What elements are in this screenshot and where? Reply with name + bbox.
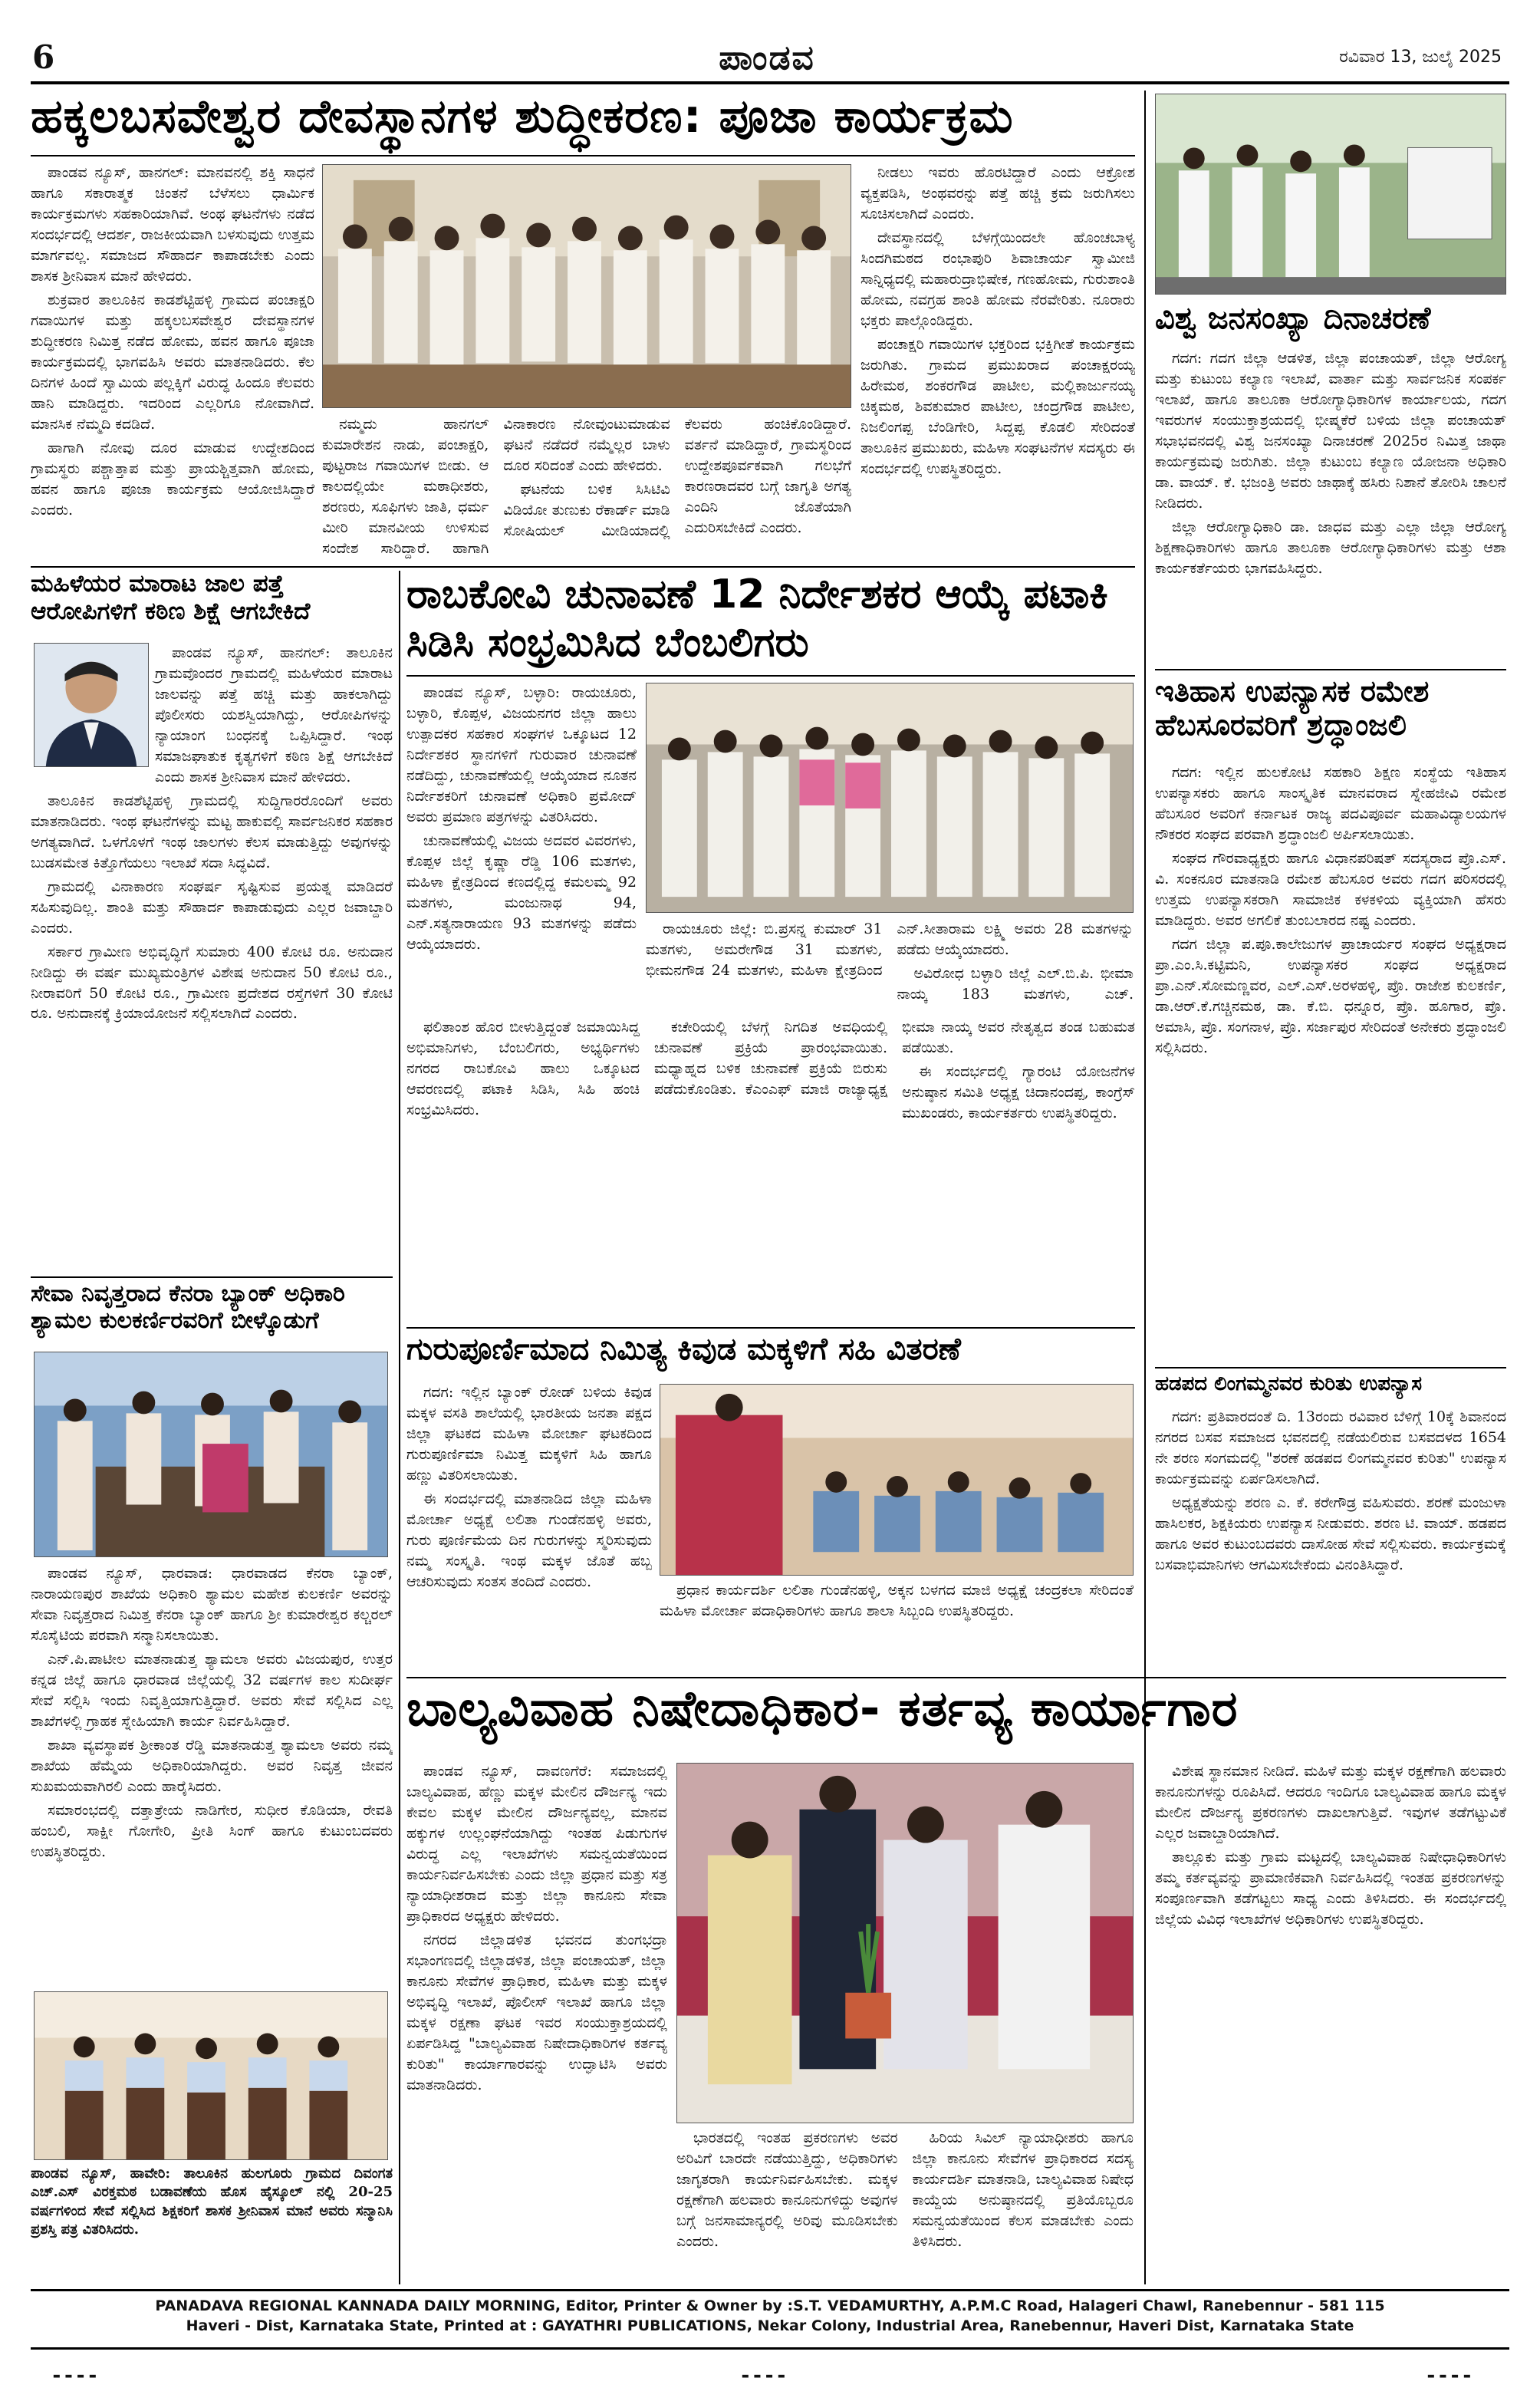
hadapada-paragraph: ಗದಗ: ಪ್ರತಿವಾರದಂತೆ ದಿ. 13ರಂದು ರವಿವಾರ ಬೆಳಿಗ್ಗೆ 10ಕ್ಕೆ ಶಿವಾನಂದ ನಗರದ ಬಸವ ಸಮಾಜದ ಭವನದಲ್ಲಿ ನಡೆಯಲಿರುವ ಬಸವದಳದ 1654 ನೇ ಶರಣ ಸಂಗಮದಲ್ಲಿ "ಶರಣೆ ಹಡಪದ ಲಿಂಗಮ್ಮನವರ ಕುರಿತು" ಉಪನ್ಯಾಸ ಕಾರ್ಯಕ್ರಮವನ್ನು ಏರ್ಪಡಿಸಲಾಗಿದೆ. (1155, 1408, 1506, 1487)
hadapada-paragraph: ಅಧ್ಯಕ್ಷತೆಯನ್ನು ಶರಣ ಎ. ಕೆ. ಕರೇಗೌಡ್ರ ವಹಿಸುವರು. ಶರಣೆ ಮಂಜುಳಾ ಹಾಸಿಲಕರ, ಶಿಕ್ಷಕಿಯರು ಉಪನ್ಯಾಸ ನೀಡುವರು. ಶರಣ ಟಿ. ವಾಯ್. ಹಡಪದ ಹಾಗೂ ಅವರ ಕುಟುಂಬದವರು ದಾಸೋಹ ಸೇವೆ ಸಲ್ಲಿಸುವರು. ಕಾರ್ಯಕ್ರಮಕ್ಕೆ ಬಸವಾಭಿಮಾನಿಗಳು ಆಗಮಿಸಬೇಕೆಂದು ವಿನಂತಿಸಿದ್ದಾರೆ. (1155, 1494, 1506, 1573)
population-day-body (1155, 348, 1506, 663)
tribute-body (1155, 762, 1506, 1361)
rbkovi-col-3 (406, 1017, 1135, 1322)
temple-ceremony-photo (322, 164, 851, 408)
imprint-line-2: Haveri - Dist, Karnataka State, Printed at : GAYATHRI PUBLICATIONS, Nekar Colony, Industrial Area, Ranebennur, Haveri Dist, Karnataka State (186, 2317, 1354, 2334)
gurupurnima-paragraph: ಪ್ರಧಾನ ಕಾರ್ಯದರ್ಶಿ ಲಲಿತಾ ಗುಂಡೆನಹಳ್ಳಿ, ಅಕ್ಕನ ಬಳಗದ ಮಾಜಿ ಅಧ್ಯಕ್ಷೆ ಚಂದ್ರಕಲಾ ಸೇರಿದಂತೆ ಮಹಿಳಾ ಮೋರ್ಚಾ ಪದಾಧಿಕಾರಿಗಳು ಹಾಗೂ ಶಾಲಾ ಸಿಬ್ಬಂದಿ ಉಪಸ್ಥಿತರಿದ್ದರು. (660, 1582, 1134, 1619)
trafficking-paragraph: ಸರ್ಕಾರ ಗ್ರಾಮೀಣ ಅಭಿವೃದ್ಧಿಗೆ ಸುಮಾರು 400 ಕೋಟಿ ರೂ. ಅನುದಾನ ನೀಡಿದ್ದು ಈ ವರ್ಷ ಮುಖ್ಯಮಂತ್ರಿಗಳ ವಿಶೇಷ ಅನುದಾನ 50 ಕೋಟಿ ರೂ., ನೀರಾವರಿಗೆ 50 ಕೋಟಿ ರೂ., ಗ್ರಾಮೀಣ ಪ್ರದೇಶದ ರಸ್ತೆಗಳಿಗೆ 30 ಕೋಟಿ ರೂ. ಅನುದಾನಕ್ಕೆ ಕ್ರಿಯಾಯೋಜನೆ ಸಲ್ಲಿಸಲಾಗಿದೆ ಎಂದರು. (31, 943, 393, 1023)
tribute-headline: ಇತಿಹಾಸ ಉಪನ್ಯಾಸಕ ರಮೇಶ ಹೆಬಸೂರವರಿಗೆ ಶ್ರದ್ಧಾಂಜಲಿ (1155, 674, 1430, 742)
rbkovi-paragraph: ಅವಿರೋಧ ಬಳ್ಳಾರಿ ಜಿಲ್ಲೆ ಎಲ್.ಬಿ.ಪಿ. ಭೀಮಾ ನಾಯ್ಕ 183 ಮತಗಳು, ಎಚ್. (897, 964, 1134, 1003)
canara-bank-paragraph: ಪಾಂಡವ ನ್ಯೂಸ್, ಧಾರವಾಡ: ಧಾರವಾಡದ ಕೆನರಾ ಬ್ಯಾಂಕ್, ನಾರಾಯಣಪುರ ಶಾಖೆಯ ಅಧಿಕಾರಿ ಶ್ಯಾಮಲ ಮಹೇಶ ಕುಲಕರ್ಣಿ ಅವರನ್ನು ಸೇವಾ ನಿವೃತ್ತರಾದ ನಿಮಿತ್ತ ಕೆನರಾ ಬ್ಯಾಂಕ್ ಹಾಗೂ ಶ್ರೀ ಕುಮಾರೇಶ್ವರ ಕಲ್ಚರಲ್ ಸೊಸೈಟಿಯ ಪರವಾಗಿ ಸನ್ಮಾನಿಸಲಾಯಿತು. (31, 1565, 393, 1644)
rbkovi-col-1 (406, 683, 637, 1013)
population-day-headline-box (1155, 301, 1506, 344)
lead-story-col-1 (31, 163, 314, 562)
lead-story-col-3 (860, 163, 1135, 562)
trafficking-headline: ಮಹಿಳೆಯರ ಮಾರಾಟ ಜಾಲ ಪತ್ತೆ ಆರೋಪಿಗಳಿಗೆ ಕಠಿಣ ಶಿಕ್ಷೆ ಆಗಬೇಕಿದೆ (31, 570, 311, 625)
lead-paragraph: ಪಂಚಾಕ್ಷರಿ ಗವಾಯಿಗಳ ಭಕ್ತರಿಂದ ಭಕ್ತಿಗೀತೆ ಕಾರ್ಯಕ್ರಮ ಜರುಗಿತು. ಗ್ರಾಮದ ಪ್ರಮುಖರಾದ ಪಂಚಾಕ್ಷರಯ್ಯ ಹಿರೇಮಠ, ಶಂಕರಗೌಡ ಪಾಟೀಲ, ಮಲ್ಲಿಕಾರ್ಜುನಯ್ಯ ಚಿಕ್ಕಮಠ, ಶಿವಕುಮಾರ ಪಾಟೀಲ, ಚಂದ್ರಗೌಡ ಪಾಟೀಲ, ನಿಜಲಿಂಗಪ್ಪ ಬೆಂಡಿಗೇರಿ, ಸಿದ್ದಪ್ಪ ಕೊಡಲಿ ಸೇರಿದಂತೆ ತಾಲೂಕಿನ ಪ್ರಮುಖರು, ಮಹಿಳಾ ಸಂಘಟನೆಗಳ ಸದಸ್ಯರು ಈ ಸಂದರ್ಭದಲ್ಲಿ ಉಪಸ್ಥಿತರಿದ್ದರು. (860, 335, 1135, 477)
lead-paragraph: ನೀಡಲು ಇವರು ಹೊರಟಿದ್ದಾರೆ ಎಂದು ಆಕ್ರೋಶ ವ್ಯಕ್ತಪಡಿಸಿ, ಅಂಥವರನ್ನು ಪತ್ತೆ ಹಚ್ಚಿ ಕ್ರಮ ಜರುಗಿಸಲು ಸೂಚಿಸಲಾಗಿದೆ ಎಂದರು. (860, 164, 1135, 222)
tribute-paragraph: ಸಂಘದ ಗೌರವಾಧ್ಯಕ್ಷರು ಹಾಗೂ ವಿಧಾನಪರಿಷತ್ ಸದಸ್ಯರಾದ ಪ್ರೊ.ಎಸ್. ವಿ. ಸಂಕನೂರ ಮಾತನಾಡಿ ರಮೇಶ ಹೆಬಸೂರ ಅವರು ಗದಗ ಪರಿಸರದಲ್ಲಿ ಉತ್ತಮ ಉಪನ್ಯಾಸಕರಾಗಿ ಸಾಮಾಜಿಕ ಕಳಕಳಿಯ ವ್ಯಕ್ತಿಯಾಗಿ ಹೆಸರು ಮಾಡಿದ್ದರು. ಅವರ ಅಗಲಿಕೆ ತುಂಬಲಾರದ ನಷ್ಟ ಎಂದರು. (1155, 849, 1506, 929)
lead-paragraph: ಪಾಂಡವ ನ್ಯೂಸ್, ಹಾನಗಲ್: ಮಾನವನಲ್ಲಿ ಶಕ್ತಿ ಸಾಧನೆ ಹಾಗೂ ಸಕಾರಾತ್ಮಕ ಚಿಂತನೆ ಬೆಳೆಸಲು ಧಾರ್ಮಿಕ ಕಾರ್ಯಕ್ರಮಗಳು ಸಹಕಾರಿಯಾಗಿವೆ. ಅಂಥ ಘಟನೆಗಳು ನಡೆದ ಸಂದರ್ಭದಲ್ಲಿ ಆದರ್ಶ, ರಾಜಕೀಯವಾಗಿ ಬಳಸುವುದು ಉತ್ತಮ ಮಾರ್ಗವಲ್ಲ. ಸಮಾಜದ ಸೌಹಾರ್ದ ಕಾಪಾಡಬೇಕು ಎಂದು ಶಾಸಕ ಶ್ರೀನಿವಾಸ ಮಾನೆ ಹೇಳಿದರು. (31, 164, 314, 285)
rbkovi-paragraph: ರಾಯಚೂರು ಜಿಲ್ಲೆ: ಬಿ.ಪ್ರಸನ್ನ ಕುಮಾರ್ 31 ಮತಗಳು, ಅಮರೇಗೌಡ 31 ಮತಗಳು, ಭೀಮನಗೌಡ 24 ಮತಗಳು, ಮಹಿಳಾ ಕ್ಷೇತ್ರದಿಂದ ಎನ್.ಸೀತಾರಾಮ ಲಕ್ಷ್ಮಿ ಅವರು 28 ಮತಗಳನ್ನು ಪಡೆದು ಆಯ್ಕೆಯಾದರು. (646, 921, 1134, 979)
imprint-line-1: PANADAVA REGIONAL KANNADA DAILY MORNING, Editor, Printer & Owner by :S.T. VEDAMURTHY, A.P.M.C Road, Halageri Chawl, Ranebennur - 581 115 (155, 2297, 1385, 2314)
tribute-paragraph: ಗದಗ ಜಿಲ್ಲಾ ಪ.ಪೂ.ಕಾಲೇಜುಗಳ ಪ್ರಾಚಾರ್ಯರ ಸಂಘದ ಅಧ್ಯಕ್ಷರಾದ ಪ್ರಾ.ಎಂ.ಸಿ.ಕಟ್ಟಿಮನಿ, ಉಪನ್ಯಾಸಕರ ಸಂಘದ ಅಧ್ಯಕ್ಷರಾದ ಪ್ರಾ.ಎನ್.ಸೋಮಣ್ಣವರ, ಎಲ್.ಎಸ್.ಅರಳಹಳ್ಳಿ, ಪ್ರೊ. ರಾಜೇಶ ಕುಲಕರ್ಣಿ, ಡಾ.ಆರ್.ಕೆ.ಗಚ್ಚಿನಮಠ, ಡಾ. ಕೆ.ಬಿ. ಧನ್ನೂರ, ಪ್ರೊ. ಹೂಗಾರ, ಪ್ರೊ. ಅಮಾಸಿ, ಪ್ರೊ. ಸಂಗನಾಳ, ಪ್ರೊ. ಸರ್ಜಾಪುರ ಸೇರಿದಂತೆ ಅನೇಕರು ಶ್ರದ್ಧಾಂಜಲಿ ಸಲ್ಲಿಸಿದರು. (1155, 935, 1506, 1056)
population-day-headline: ವಿಶ್ವ ಜನಸಂಖ್ಯಾ ದಿನಾಚರಣೆ (1155, 301, 1431, 336)
hadapada-headline: ಹಡಪದ ಲಿಂಗಮ್ಮನವರ ಕುರಿತು ಉಪನ್ಯಾಸ (1155, 1372, 1423, 1395)
population-day-paragraph: ಜಿಲ್ಲಾ ಆರೋಗ್ಯಾಧಿಕಾರಿ ಡಾ. ಜಾಧವ ಮತ್ತು ಎಲ್ಲಾ ಜಿಲ್ಲಾ ಆರೋಗ್ಯ ಶಿಕ್ಷಣಾಧಿಕಾರಿಗಳು ಹಾಗೂ ತಾಲೂಕಾ ಆರೋಗ್ಯಾಧಿಕಾರಿಗಳು ಮತ್ತು ಆಶಾ ಕಾರ್ಯಕರ್ತೆಯರು ಭಾಗವಹಿಸಿದ್ದರು. (1155, 518, 1506, 577)
lead-paragraph: ಘಟನೆಯ ಬಳಿಕ ಸಿಸಿಟಿವಿ ವಿಡಿಯೋ ತುಣುಕು ರೆಕಾರ್ಡ್ ಮಾಡಿ ಸೋಷಿಯಲ್ ಮೀಡಿಯಾದಲ್ಲಿ ಕೆಲವರು ಹಂಚಿಕೊಂಡಿದ್ದಾರೆ. ವರ್ತನೆ ಮಾಡಿದ್ದಾರೆ, ಗ್ರಾಮಸ್ಥರಿಂದ ಉದ್ದೇಶಪೂರ್ವಕವಾಗಿ ಗಲಭೆಗೆ ಕಾರಣರಾದವರ ಬಗ್ಗೆ ಜಾಗೃತಿ ಅಗತ್ಯ ಎಂದಿನಿ ಜೊತೆಯಾಗಿ ಎದುರಿಸಬೇಕಿದೆ ಎಂದರು. (503, 416, 851, 539)
workshop-inauguration-photo (676, 1763, 1134, 2123)
population-day-rally-photo (1155, 94, 1506, 295)
lead-paragraph: ನಮ್ಮದು ಹಾನಗಲ್ ಕುಮಾರೇಶನ ನಾಡು, ಪಂಚಾಕ್ಷರಿ, ಪುಟ್ಟರಾಜ ಗವಾಯಿಗಳ ಬೀಡು. ಆ ಕಾಲದಲ್ಲಿಯೇ ಮಠಾಧೀಶರು, ಶರಣರು, ಸೂಫಿಗಳು ಜಾತಿ, ಧರ್ಮ ಮೀರಿ ಮಾನವೀಯ ಉಳಿಸುವ ಸಂದೇಶ ಸಾರಿದ್ದಾರೆ. ಹಾಗಾಗಿ ವಿನಾಕಾರಣ ನೋವುಂಟುಮಾಡುವ ಘಟನೆ ನಡೆದರೆ ನಮ್ಮೆಲ್ಲರ ಬಾಳು ದೂರ ಸರಿದಂತೆ ಎಂದು ಹೇಳಿದರು. (322, 416, 670, 557)
trafficking-paragraph: ತಾಲೂಕಿನ ಕಾಡಶೆಟ್ಟಿಹಳ್ಳಿ ಗ್ರಾಮದಲ್ಲಿ ಸುದ್ದಿಗಾರರೊಂದಿಗೆ ಅವರು ಮಾತನಾಡಿದರು. ಇಂಥ ಘಟನೆಗಳನ್ನು ಮಟ್ಟ ಹಾಕುವಲ್ಲಿ ಸಾರ್ವಜನಿಕರ ಸಹಕಾರ ಅಗತ್ಯವಾಗಿದೆ. ಒಳಗೊಳಗೆ ಇಂಥ ಜಾಲಗಳು ಕೆಲಸ ಮಾಡುತ್ತಿದ್ದು ಅವುಗಳನ್ನು ಬುಡಸಮೇತ ಕಿತ್ತೊಗೆಯಲು ಇಲಾಖೆ ಸದಾ ಸಿದ್ಧವಿದೆ. (31, 792, 393, 871)
gurupurnima-paragraph: ಗದಗ: ಇಲ್ಲಿನ ಬ್ಯಾಂಕ್ ರೋಡ್ ಬಳಿಯ ಕಿವುಡ ಮಕ್ಕಳ ವಸತಿ ಶಾಲೆಯಲ್ಲಿ ಭಾರತೀಯ ಜನತಾ ಪಕ್ಷದ ಜಿಲ್ಲಾ ಘಟಕದ ಮಹಿಳಾ ಮೋರ್ಚಾ ಘಟಕದಿಂದ ಗುರುಪೂರ್ಣಿಮಾ ನಿಮಿತ್ತ ಮಕ್ಕಳಿಗೆ ಸಿಹಿ ಹಾಗೂ ಹಣ್ಣು ವಿತರಿಸಲಾಯಿತು. (406, 1384, 652, 1484)
rule (31, 566, 1135, 568)
newspaper-title: ಪಾಂಡವ (719, 38, 815, 77)
rbkovi-headline-box (406, 571, 1135, 672)
registration-mark-right: ---- (1425, 2364, 1473, 2387)
canara-bank-farewell-photo (34, 1352, 388, 1557)
rbkovi-winners-photo (646, 683, 1134, 913)
child-marriage-paragraph: ನಗರದ ಜಿಲ್ಲಾಡಳಿತ ಭವನದ ತುಂಗಭದ್ರಾ ಸಭಾಂಗಣದಲ್ಲಿ ಜಿಲ್ಲಾಡಳಿತ, ಜಿಲ್ಲಾ ಪಂಚಾಯತ್, ಜಿಲ್ಲಾ ಕಾನೂನು ಸೇವೆಗಳ ಪ್ರಾಧಿಕಾರ, ಮಹಿಳಾ ಮತ್ತು ಮಕ್ಕಳ ಅಭಿವೃದ್ಧಿ ಇಲಾಖೆ, ಪೊಲೀಸ್ ಇಲಾಖೆ ಹಾಗೂ ಜಿಲ್ಲಾ ಮಕ್ಕಳ ರಕ್ಷಣಾ ಘಟಕ ಇವರ ಸಂಯುಕ್ತಾಶ್ರಯದಲ್ಲಿ ಏರ್ಪಡಿಸಿದ್ದ "ಬಾಲ್ಯವಿವಾಹ ನಿಷೇದಾಧಿಕಾರಿಗಳ ಕರ್ತವ್ಯ ಕುರಿತು" ಕಾರ್ಯಾಗಾರವನ್ನು ಉದ್ಘಾಟಿಸಿ ಅವರು ಮಾತನಾಡಿದರು. (406, 1931, 667, 2093)
child-marriage-paragraph: ತಾಲ್ಲೂಕು ಮತ್ತು ಗ್ರಾಮ ಮಟ್ಟದಲ್ಲಿ ಬಾಲ್ಯವಿವಾಹ ನಿಷೇಧಾಧಿಕಾರಿಗಳು ತಮ್ಮ ಕರ್ತವ್ಯವನ್ನು ಪ್ರಾಮಾಣಿಕವಾಗಿ ನಿರ್ವಹಿಸಿದಲ್ಲಿ ಇಂತಹ ಪ್ರಕರಣಗಳನ್ನು ಸಂಪೂರ್ಣವಾಗಿ ತಡೆಗಟ್ಟಲು ಸಾಧ್ಯ ಎಂದು ತಿಳಿಸಿದರು. ಈ ಸಂದರ್ಭದಲ್ಲಿ ಜಿಲ್ಲೆಯ ವಿವಿಧ ಇಲಾಖೆಗಳ ಅಧಿಕಾರಿಗಳು ಉಪಸ್ಥಿತರಿದ್ದರು. (1155, 1848, 1506, 1928)
rbkovi-headline: ರಾಬಕೋವಿ ಚುನಾವಣೆ 12 ನಿರ್ದೇಶಕರ ಆಯ್ಕೆ ಪಟಾಕಿ ಸಿಡಿಸಿ ಸಂಭ್ರಮಿಸಿದ ಬೆಂಬಲಿಗರು (406, 571, 1108, 667)
rbkovi-paragraph: ಚುನಾವಣೆಯಲ್ಲಿ ವಿಜಯ ಅದವರ ವಿವರಗಳು, ಕೊಪ್ಪಳ ಜಿಲ್ಲೆ ಕೃಷ್ಣಾ ರೆಡ್ಡಿ 106 ಮತಗಳು, ಮಹಿಳಾ ಕ್ಷೇತ್ರದಿಂದ ಕಣದಲ್ಲಿದ್ದ ಕಮಲಮ್ಮ 92 ಮತಗಳು, ಮಂಜುನಾಥ 94, ಎನ್.ಸತ್ಯನಾರಾಯಣ 93 ಮತಗಳನ್ನು ಪಡೆದು ಆಯ್ಕೆಯಾದರು. (406, 832, 637, 953)
left-column-rule (399, 571, 400, 2284)
canara-bank-paragraph: ಎನ್.ಪಿ.ಪಾಟೀಲ ಮಾತನಾಡುತ್ತ ಶ್ಯಾಮಲಾ ಅವರು ವಿಜಯಪುರ, ಉತ್ತರ ಕನ್ನಡ ಜಿಲ್ಲೆ ಹಾಗೂ ಧಾರವಾಡ ಜಿಲ್ಲೆಯಲ್ಲಿ 32 ವರ್ಷಗಳ ಕಾಲ ಸುದೀರ್ಘ ಸೇವೆ ಸಲ್ಲಿಸಿ ಇಂದು ನಿವೃತ್ತಿಯಾಗುತ್ತಿದ್ದಾರೆ. ಅವರು ಸೇವೆ ಸಲ್ಲಿಸಿದ ಎಲ್ಲ ಶಾಖೆಗಳಲ್ಲಿ ಗ್ರಾಹಕ ಸ್ನೇಹಿಯಾಗಿ ಕಾರ್ಯ ನಿರ್ವಹಿಸಿದ್ದಾರೆ. (31, 1650, 393, 1730)
hadapada-body (1155, 1407, 1506, 1668)
teacher-felicitation-caption: ಪಾಂಡವ ನ್ಯೂಸ್, ಹಾವೇರಿ: ತಾಲೂಕಿನ ಹುಲಗೂರು ಗ್ರಾಮದ ದಿವಂಗತ ಎಚ್.ಎಸ್ ವಿರಕ್ತಮಠ ಬಡಾವಣೆಯ ಹೊಸ ಹೈಸ್ಕೂಲ್ ನಲ್ಲಿ 20-25 ವರ್ಷಗಳಿಂದ ಸೇವೆ ಸಲ್ಲಿಸಿದ ಶಿಕ್ಷಕರಿಗೆ ಶಾಸಕ ಶ್ರೀನಿವಾಸ ಮಾನೆ ಅವರು ಸನ್ಮಾನಿಸಿ ಪ್ರಶಸ್ತಿ ಪತ್ರ ವಿತರಿಸಿದರು. (31, 2166, 393, 2238)
footer-bottom-rule (31, 2347, 1509, 2350)
rule (1155, 669, 1506, 670)
child-marriage-col-1 (406, 1761, 667, 2280)
rule (1155, 1367, 1506, 1368)
registration-mark-center: ---- (739, 2364, 788, 2387)
canara-bank-body (31, 1563, 393, 1985)
child-marriage-headline-box (406, 1681, 1506, 1751)
footer-rule (31, 2289, 1509, 2291)
tribute-paragraph: ಗದಗ: ಇಲ್ಲಿನ ಹುಲಕೋಟಿ ಸಹಕಾರಿ ಶಿಕ್ಷಣ ಸಂಸ್ಥೆಯ ಇತಿಹಾಸ ಉಪನ್ಯಾಸಕರು ಹಾಗೂ ಸಾಂಸ್ಕೃತಿಕ ಮಾನವರಾದ ಸ್ನೇಹಜೀವಿ ರಮೇಶ ಹೆಬಸೂರ ಅವರಿಗೆ ಕರ್ನಾಟಕ ರಾಜ್ಯ ಪದವಿಪೂರ್ವ ಮಹಾವಿದ್ಯಾಲಯಗಳ ನೌಕರರ ಸಂಘದ ಪರವಾಗಿ ಶ್ರದ್ಧಾಂಜಲಿ ಅರ್ಪಿಸಲಾಯಿತು. (1155, 764, 1506, 843)
child-marriage-paragraph: ಪಾಂಡವ ನ್ಯೂಸ್, ದಾವಣಗೆರೆ: ಸಮಾಜದಲ್ಲಿ ಬಾಲ್ಯವಿವಾಹ, ಹೆಣ್ಣು ಮಕ್ಕಳ ಮೇಲಿನ ದೌರ್ಜನ್ಯ ಇದು ಕೇವಲ ಮಕ್ಕಳ ಮೇಲಿನ ದೌರ್ಜನ್ಯವಲ್ಲ, ಮಾನವ ಹಕ್ಕುಗಳ ಉಲ್ಲಂಘನೆಯಾಗಿದ್ದು ಇಂತಹ ಪಿಡುಗುಗಳ ವಿರುದ್ಧ ಎಲ್ಲ ಇಲಾಖೆಗಳು ಸಮನ್ವಯತೆಯಿಂದ ಕಾರ್ಯನಿರ್ವಹಿಸಬೇಕು ಎಂದು ಜಿಲ್ಲಾ ಪ್ರಧಾನ ಮತ್ತು ಸತ್ರ ನ್ಯಾಯಾಧೀಶರಾದ ಮತ್ತು ಜಿಲ್ಲಾ ಕಾನೂನು ಸೇವಾ ಪ್ರಾಧಿಕಾರದ ಅಧ್ಯಕ್ಷರು ಹೇಳಿದರು. (406, 1763, 667, 1925)
child-marriage-paragraph: ಭಾರತದಲ್ಲಿ ಇಂತಹ ಪ್ರಕರಣಗಳು ಅವರ ಅರಿವಿಗೆ ಬಾರದೇ ನಡೆಯುತ್ತಿದ್ದು, ಅಧಿಕಾರಿಗಳು ಜಾಗೃತರಾಗಿ ಕಾರ್ಯನಿರ್ವಹಿಸಬೇಕು. ಮಕ್ಕಳ ರಕ್ಷಣೆಗಾಗಿ ಹಲವಾರು ಕಾನೂನುಗಳಿದ್ದು ಅವುಗಳ ಬಗ್ಗೆ ಜನಸಾಮಾನ್ಯರಲ್ಲಿ ಅರಿವು ಮೂಡಿಸಬೇಕು ಎಂದರು. (676, 2129, 898, 2250)
child-marriage-col-3 (1155, 1761, 1506, 2280)
lead-paragraph: ಶುಕ್ರವಾರ ತಾಲೂಕಿನ ಕಾಡಶೆಟ್ಟಿಹಳ್ಳಿ ಗ್ರಾಮದ ಪಂಚಾಕ್ಷರಿ ಗವಾಯಿಗಳ ಮತ್ತು ಹಕ್ಕಲಬಸವೇಶ್ವರ ದೇವಸ್ಥಾನಗಳ ಶುದ್ಧೀಕರಣ ನಿಮಿತ್ತ ನಡೆದ ಹೋಮ, ಹವನ ಹಾಗೂ ಪೂಜಾ ಕಾರ್ಯಕ್ರಮದಲ್ಲಿ ಭಾಗವಹಿಸಿ ಅವರು ಮಾತನಾಡಿದರು. ಕೆಲ ದಿನಗಳ ಹಿಂದೆ ಸ್ವಾಮಿಯ ಪಲ್ಲಕ್ಕಿಗೆ ವಿರುದ್ಧ ಹಿಂದೂ ಕೆಲವರು ಹಾನಿ ಮಾಡಿದ್ದರು. ಇದರಿಂದ ಎಲ್ಲರಿಗೂ ನೋವಾಗಿದೆ. ಮಾನಸಿಕ ನೆಮ್ಮದಿ ಕದಡಿದೆ. (31, 291, 314, 433)
page-number: 6 (32, 38, 55, 76)
rule (406, 1677, 1506, 1678)
gurupurnima-col-1 (406, 1382, 652, 1672)
rbkovi-col-2 (646, 919, 1134, 1013)
right-column-rule (1144, 91, 1146, 2284)
lead-story-headline-box (31, 91, 1135, 152)
population-day-paragraph: ಗದಗ: ಗದಗ ಜಿಲ್ಲಾ ಆಡಳಿತ, ಜಿಲ್ಲಾ ಪಂಚಾಯತ್, ಜಿಲ್ಲಾ ಆರೋಗ್ಯ ಮತ್ತು ಕುಟುಂಬ ಕಲ್ಯಾಣ ಇಲಾಖೆ, ವಾರ್ತಾ ಮತ್ತು ಸಾರ್ವಜನಿಕ ಸಂಪರ್ಕ ಇಲಾಖೆ, ಹಾಗೂ ತಾಲೂಕಾ ಆರೋಗ್ಯಾಧಿಕಾರಿಗಳ ಕಾರ್ಯಾಲಯ, ಗದಗ ಇವರುಗಳ ಸಂಯುಕ್ತಾಶ್ರಯದಲ್ಲಿ ಭೀಷ್ಮಕೆರೆ ಬಳಿಯ ಜಿಲ್ಲಾ ಪಂಚಾಯತ್ ಸಭಾಭವನದಲ್ಲಿ ವಿಶ್ವ ಜನಸಂಖ್ಯಾ ದಿನಾಚರಣೆ 2025ರ ನಿಮಿತ್ತ ಜಾಥಾ ಕಾರ್ಯಕ್ರಮವು ಜರುಗಿತು. ಜಿಲ್ಲಾ ಕುಟುಂಬ ಕಲ್ಯಾಣ ಯೋಜನಾ ಅಧಿಕಾರಿ ಡಾ. ವಾಯ್. ಕೆ. ಭಜಂತ್ರಿ ಅವರು ಜಾಥಾಕ್ಕೆ ಹಸಿರು ನಿಶಾನೆ ತೋರಿಸಿ ಚಾಲನೆ ನೀಡಿದರು. (1155, 350, 1506, 512)
trafficking-paragraph: ಗ್ರಾಮದಲ್ಲಿ ವಿನಾಕಾರಣ ಸಂಘರ್ಷ ಸೃಷ್ಟಿಸುವ ಪ್ರಯತ್ನ ಮಾಡಿದರೆ ಸಹಿಸುವುದಿಲ್ಲ. ಶಾಂತಿ ಮತ್ತು ಸೌಹಾರ್ದ ಕಾಪಾಡುವುದು ಎಲ್ಲರ ಜವಾಬ್ದಾರಿ ಎಂದರು. (31, 878, 393, 937)
rbkovi-paragraph: ಕಚೇರಿಯಲ್ಲಿ ಬೆಳಗ್ಗೆ ನಿಗದಿತ ಅವಧಿಯಲ್ಲಿ ಚುನಾವಣೆ ಪ್ರಕ್ರಿಯೆ ಪ್ರಾರಂಭವಾಯಿತು. ಮಧ್ಯಾಹ್ನದ ಬಳಿಕ ಚುನಾವಣೆ ಪ್ರಕ್ರಿಯೆ ಬಿರುಸು ಪಡೆದುಕೊಂಡಿತು. ಕೆಎಂಎಫ್ ಮಾಜಿ ರಾಜ್ಯಾಧ್ಯಕ್ಷ ಭೀಮಾ ನಾಯ್ಕ ಅವರ ನೇತೃತ್ವದ ತಂಡ ಬಹುಮತ ಪಡೆಯಿತು. (654, 1019, 1135, 1098)
hadapada-headline-box (1155, 1373, 1506, 1404)
lead-paragraph: ದೇವಸ್ಥಾನದಲ್ಲಿ ಬೆಳಗ್ಗೆಯಿಂದಲೇ ಹೊಂಚಬಾಳ್ಯ ಸಿಂದಗಿಮಠದ ರಂಭಾಪುರಿ ಶಿವಾಚಾರ್ಯ ಸ್ವಾಮೀಜಿ ಸಾನ್ನಿಧ್ಯದಲ್ಲಿ ಮಹಾರುದ್ರಾಭಿಷೇಕ, ಗಣಹೋಮ, ಗುರುಶಾಂತಿ ಹೋಮ, ನವಗ್ರಹ ಶಾಂತಿ ಹೋಮ ನೆರವೇರಿತು. ನೂರಾರು ಭಕ್ತರು ಪಾಲ್ಗೊಂಡಿದ್ದರು. (860, 229, 1135, 329)
canara-bank-headline: ಸೇವಾ ನಿವೃತ್ತರಾದ ಕೆನರಾ ಬ್ಯಾಂಕ್ ಅಧಿಕಾರಿ ಶ್ಯಾಮಲ ಕುಲಕರ್ಣಿರವರಿಗೆ ಬೀಳ್ಕೊಡುಗೆ (31, 1280, 345, 1334)
trafficking-body (31, 643, 393, 1272)
imprint-line (31, 2297, 1509, 2343)
rule (406, 675, 1135, 677)
rbkovi-paragraph: ಈ ಸಂದರ್ಭದಲ್ಲಿ ಗ್ಯಾರಂಟಿ ಯೋಜನೆಗಳ ಅನುಷ್ಠಾನ ಸಮಿತಿ ಅಧ್ಯಕ್ಷ ಚಿದಾನಂದಪ್ಪ, ಕಾಂಗ್ರೆಸ್ ಮುಖಂಡರು, ಕಾರ್ಯಕರ್ತರು ಉಪಸ್ಥಿತರಿದ್ದರು. (902, 1062, 1135, 1121)
rbkovi-paragraph: ಫಲಿತಾಂಶ ಹೊರ ಬೀಳುತ್ತಿದ್ದಂತೆ ಜಮಾಯಿಸಿದ್ದ ಅಭಿಮಾನಿಗಳು, ಬೆಂಬಲಿಗರು, ಅಭ್ಯರ್ಥಿಗಳು ನಗರದ ರಾಬಕೋವಿ ಹಾಲು ಒಕ್ಕೂಟದ ಆವರಣದಲ್ಲಿ ಪಟಾಕಿ ಸಿಡಿಸಿ, ಸಿಹಿ ಹಂಚಿ ಸಂಭ್ರಮಿಸಿದರು. (406, 1019, 640, 1118)
child-marriage-paragraph: ಹಿರಿಯ ಸಿವಿಲ್ ನ್ಯಾಯಾಧೀಶರು ಹಾಗೂ ಜಿಲ್ಲಾ ಕಾನೂನು ಸೇವೆಗಳ ಪ್ರಾಧಿಕಾರದ ಸದಸ್ಯ ಕಾರ್ಯದರ್ಶಿ ಮಾತನಾಡಿ, ಬಾಲ್ಯವಿವಾಹ ನಿಷೇಧ ಕಾಯ್ದೆಯ ಅನುಷ್ಠಾನದಲ್ಲಿ ಪ್ರತಿಯೊಬ್ಬರೂ ಸಮನ್ವಯತೆಯಿಂದ ಕೆಲಸ ಮಾಡಬೇಕು ಎಂದು ತಿಳಿಸಿದರು. (912, 2129, 1134, 2250)
canara-bank-paragraph: ಶಾಖಾ ವ್ಯವಸ್ಥಾಪಕ ಶ್ರೀಕಾಂತ ರೆಡ್ಡಿ ಮಾತನಾಡುತ್ತ ಶ್ಯಾಮಲಾ ಅವರು ನಮ್ಮ ಶಾಖೆಯ ಹೆಮ್ಮೆಯ ಅಧಿಕಾರಿಯಾಗಿದ್ದರು. ಅವರ ನಿವೃತ್ತ ಜೀವನ ಸುಖಮಯವಾಗಿರಲಿ ಎಂದು ಹಾರೈಸಿದರು. (31, 1736, 393, 1795)
lead-story-headline: ಹಕ್ಕಲಬಸವೇಶ್ವರ ದೇವಸ್ಥಾನಗಳ ಶುದ್ಧೀಕರಣ: ಪೂಜಾ ಕಾರ್ಯಕ್ರಮ (31, 90, 1014, 143)
gurupurnima-col-2 (660, 1580, 1134, 1672)
gurupurnima-headline: ಗುರುಪೂರ್ಣಿಮಾದ ನಿಮಿತ್ಯ ಕಿವುಡ ಮಕ್ಕಳಿಗೆ ಸಹಿ ವಿತರಣೆ (406, 1332, 961, 1367)
rbkovi-paragraph: ಪಾಂಡವ ನ್ಯೂಸ್, ಬಳ್ಳಾರಿ: ರಾಯಚೂರು, ಬಳ್ಳಾರಿ, ಕೊಪ್ಪಳ, ವಿಜಯನಗರ ಜಿಲ್ಲಾ ಹಾಲು ಉತ್ಪಾದಕರ ಸಹಕಾರ ಸಂಘಗಳ ಒಕ್ಕೂಟದ 12 ನಿರ್ದೇಶಕರ ಸ್ಥಾನಗಳಿಗೆ ಗುರುವಾರ ಚುನಾವಣೆ ನಡೆದಿದ್ದು, ಚುನಾವಣೆಯಲ್ಲಿ ಆಯ್ಕೆಯಾದ ನೂತನ ನಿರ್ದೇಶಕರಿಗೆ ಚುನಾವಣೆ ಅಧಿಕಾರಿ ಪ್ರಮೋದ್ ಅವರು ಪ್ರಮಾಣ ಪತ್ರಗಳನ್ನು ವಿತರಿಸಿದರು. (406, 684, 637, 825)
canara-bank-headline-box (31, 1281, 393, 1349)
rule (406, 1327, 1135, 1329)
gurupurnima-headline-box (406, 1332, 1135, 1378)
registration-mark-left: ---- (51, 2364, 99, 2387)
gurupurnima-paragraph: ಈ ಸಂದರ್ಭದಲ್ಲಿ ಮಾತನಾಡಿದ ಜಿಲ್ಲಾ ಮಹಿಳಾ ಮೋರ್ಚಾ ಅಧ್ಯಕ್ಷೆ ಲಲಿತಾ ಗುಂಡೆನಹಳ್ಳಿ ಅವರು, ಗುರು ಪೂರ್ಣಿಮೆಯ ದಿನ ಗುರುಗಳನ್ನು ಸ್ಮರಿಸುವುದು ನಮ್ಮ ಸಂಸ್ಕೃತಿ. ಇಂಥ ಮಕ್ಕಳ ಜೊತೆ ಹಬ್ಬ ಆಚರಿಸುವುದು ಸಂತಸ ತಂದಿದೆ ಎಂದರು. (406, 1490, 652, 1590)
trafficking-headline-box (31, 571, 393, 640)
child-marriage-col-2 (676, 2128, 1134, 2280)
child-marriage-paragraph: ವಿಶೇಷ ಸ್ಥಾನಮಾನ ನೀಡಿದೆ. ಮಹಿಳೆ ಮತ್ತು ಮಕ್ಕಳ ರಕ್ಷಣೆಗಾಗಿ ಹಲವಾರು ಕಾನೂನುಗಳನ್ನು ರೂಪಿಸಿದೆ. ಆದರೂ ಇಂದಿಗೂ ಬಾಲ್ಯವಿವಾಹ ಹಾಗೂ ಮಕ್ಕಳ ಮೇಲಿನ ದೌರ್ಜನ್ಯ ಪ್ರಕರಣಗಳು ದಾಖಲಾಗುತ್ತಿವೆ. ಇವುಗಳ ತಡೆಗಟ್ಟುವಿಕೆ ಎಲ್ಲರ ಜವಾಬ್ದಾರಿಯಾಗಿದೆ. (1155, 1763, 1506, 1842)
issue-date: ರವಿವಾರ 13, ಜುಲೈ 2025 (1339, 48, 1502, 67)
children-sweets-photo (660, 1384, 1134, 1576)
lead-headline-rule (31, 155, 1135, 156)
tribute-headline-box (1155, 675, 1506, 758)
masthead-rule (31, 81, 1509, 84)
canara-bank-paragraph: ಸಮಾರಂಭದಲ್ಲಿ ದತ್ತಾತ್ರೇಯ ನಾಡಿಗೇರ, ಸುಧೀರ ಕೊಡಿಯಾ, ರೇವತಿ ಹಂಬಲಿ, ಸಾಕ್ಷೀ ಗೋಗೇರಿ, ಪ್ರೀತಿ ಸಿಂಗ್ ಹಾಗೂ ಕುಟುಂಬದವರು ಉಪಸ್ಥಿತರಿದ್ದರು. (31, 1801, 393, 1860)
child-marriage-headline: ಬಾಲ್ಯವಿವಾಹ ನಿಷೇದಾಧಿಕಾರ- ಕರ್ತವ್ಯ ಕಾರ್ಯಾಗಾರ (406, 1681, 1239, 1737)
rule (31, 1276, 393, 1278)
trafficking-paragraph: ಪಾಂಡವ ನ್ಯೂಸ್, ಹಾನಗಲ್: ತಾಲೂಕಿನ ಗ್ರಾಮವೊಂದರ ಗ್ರಾಮದಲ್ಲಿ ಮಹಿಳೆಯರ ಮಾರಾಟ ಜಾಲವನ್ನು ಪತ್ತೆ ಹಚ್ಚಿ ಮತ್ತು ಹಾಕಲಾಗಿದ್ದು ಪೊಲೀಸರು ಯಶಸ್ವಿಯಾಗಿದ್ದು, ಆರೋಪಿಗಳನ್ನು ನ್ಯಾಯಾಂಗ ಬಂಧನಕ್ಕೆ ಒಪ್ಪಿಸಿದ್ದಾರೆ. ಇಂಥ ಸಮಾಜಘಾತುಕ ಕೃತ್ಯಗಳಿಗೆ ಕಠಿಣ ಶಿಕ್ಷೆ ಆಗಬೇಕಿದೆ ಎಂದು ಶಾಸಕ ಶ್ರೀನಿವಾಸ ಮಾನೆ ಹೇಳಿದರು. (155, 644, 393, 786)
teacher-felicitation-photo (34, 1991, 388, 2160)
lead-story-col-2 (322, 414, 851, 562)
lead-paragraph: ಹಾಗಾಗಿ ನೋವು ದೂರ ಮಾಡುವ ಉದ್ದೇಶದಿಂದ ಗ್ರಾಮಸ್ಥರು ಪಶ್ಚಾತ್ತಾಪ ಮತ್ತು ಪ್ರಾಯಶ್ಚಿತ್ತವಾಗಿ ಹೋಮ, ಹವನ ಹಾಗೂ ಪೂಜಾ ಕಾರ್ಯಕ್ರಮ ಆಯೋಜಿಸಿದ್ದಾರೆ ಎಂದರು. (31, 439, 314, 519)
